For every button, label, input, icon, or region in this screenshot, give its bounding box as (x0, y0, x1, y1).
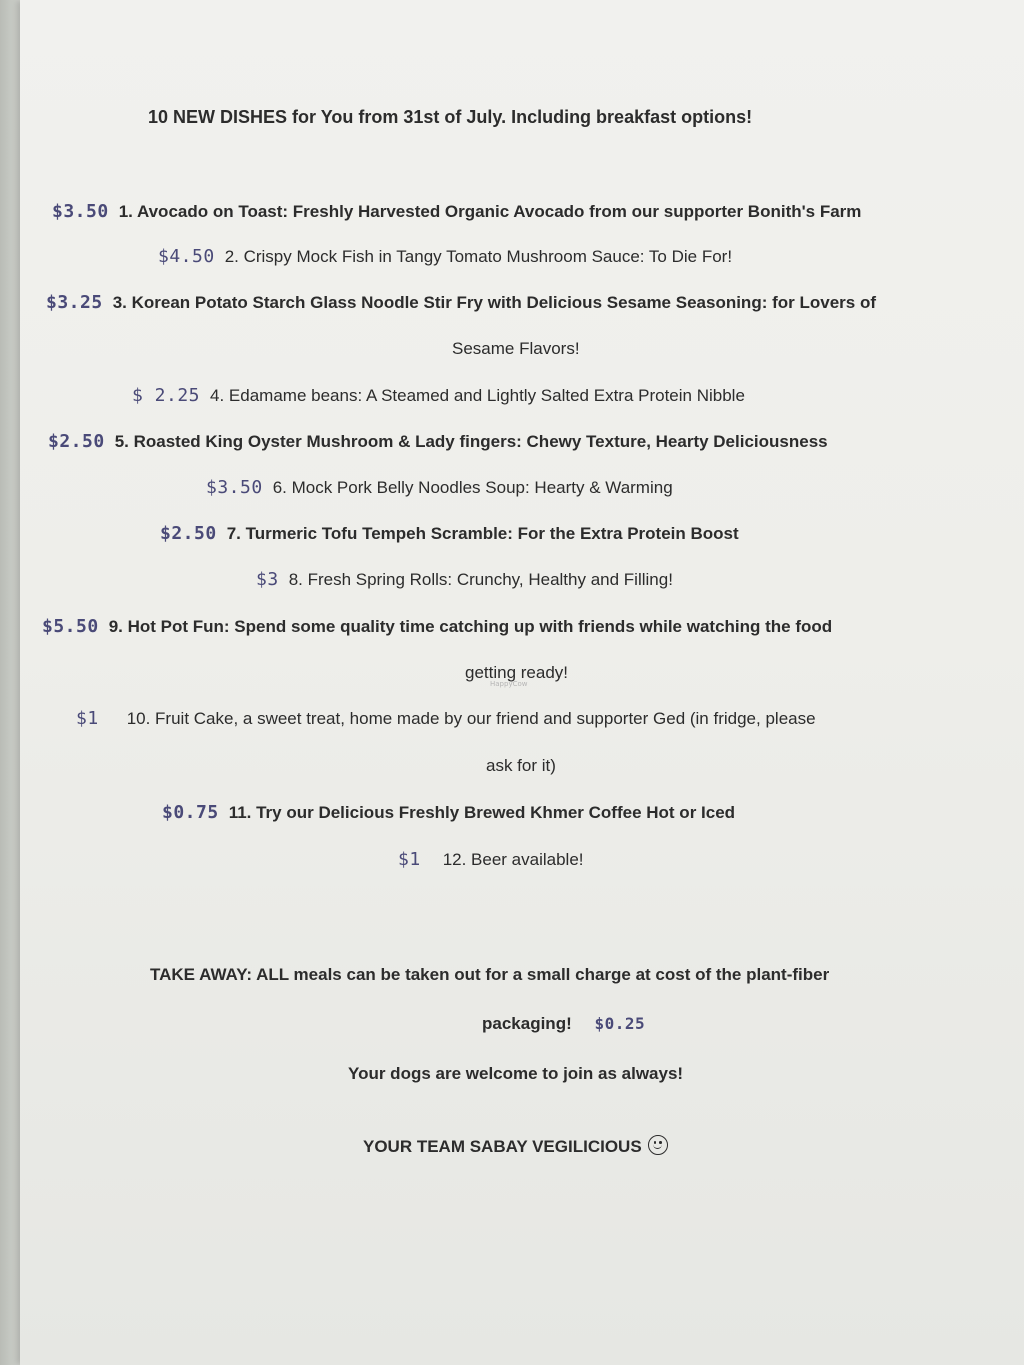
price-tag: $5.50 (42, 616, 99, 637)
item-text: 2. Crispy Mock Fish in Tangy Tomato Mushroom Sauce: To Die For! (224, 247, 733, 266)
takeaway-packaging: packaging! (482, 1014, 572, 1033)
price-tag: $3.25 (46, 292, 103, 313)
item-text: 3. Korean Potato Starch Glass Noodle Stir Fry with Delicious Sesame Seasoning: for Lovers of (112, 293, 876, 312)
price-tag: $3.50 (206, 477, 263, 498)
price-tag: $2.50 (48, 431, 105, 452)
item-text: 4. Edamame beans: A Steamed and Lightly Salted Extra Protein Nibble (210, 386, 745, 405)
item-text: 5. Roasted King Oyster Mushroom & Lady fingers: Chewy Texture, Hearty Deliciousness (114, 432, 828, 451)
happycow-watermark: HappyCow (490, 680, 528, 688)
item-text: 12. Beer available! (442, 850, 584, 869)
menu-item-11 (162, 802, 735, 824)
dogs-welcome-note: Your dogs are welcome to join as always! (348, 1064, 684, 1083)
menu-item-9 (42, 616, 832, 638)
menu-heading: 10 NEW DISHES for You from 31st of July. Including breakfast options! (148, 107, 753, 127)
takeaway-note: TAKE AWAY: ALL meals can be taken out for a small charge at cost of the plant-fiber (150, 965, 830, 984)
packaging-price-tag: $0.25 (594, 1014, 646, 1033)
menu-sheet (20, 0, 1024, 1365)
menu-item-2 (158, 246, 732, 268)
menu-item-8 (256, 569, 673, 591)
menu-item-5 (48, 431, 828, 453)
price-tag: $ 2.25 (132, 385, 201, 406)
price-tag: $1 (76, 708, 99, 729)
menu-item-10 (76, 708, 816, 730)
takeaway-note-continued (482, 1013, 655, 1035)
menu-item-9-continued: getting ready! (465, 663, 569, 682)
menu-item-7 (160, 523, 739, 545)
menu-item-6 (206, 477, 673, 499)
team-name: YOUR TEAM SABAY VEGILICIOUS (363, 1137, 642, 1156)
item-text: 7. Turmeric Tofu Tempeh Scramble: For the Extra Protein Boost (226, 524, 739, 543)
price-tag: $3 (256, 569, 279, 590)
price-tag: $4.50 (158, 246, 215, 267)
smiley-icon (648, 1135, 668, 1155)
menu-item-1 (52, 201, 861, 223)
menu-item-3 (46, 292, 876, 314)
menu-item-4 (132, 385, 745, 407)
menu-item-10-continued: ask for it) (486, 756, 556, 775)
item-text: 8. Fresh Spring Rolls: Crunchy, Healthy and Filling! (288, 570, 673, 589)
menu-item-3-continued: Sesame Flavors! (452, 339, 580, 358)
menu-item-12 (398, 849, 584, 871)
item-text: 9. Hot Pot Fun: Spend some quality time catching up with friends while watching the food (108, 617, 833, 636)
signoff (363, 1135, 668, 1158)
item-text: 11. Try our Delicious Freshly Brewed Khmer Coffee Hot or Iced (228, 803, 736, 822)
price-tag: $2.50 (160, 523, 217, 544)
price-tag: $3.50 (52, 201, 109, 222)
item-text: 10. Fruit Cake, a sweet treat, home made by our friend and supporter Ged (in fridge, please (126, 709, 816, 728)
price-tag: $0.75 (162, 802, 219, 823)
item-text: 6. Mock Pork Belly Noodles Soup: Hearty & Warming (272, 478, 673, 497)
item-text: 1. Avocado on Toast: Freshly Harvested Organic Avocado from our supporter Bonith's Farm (118, 202, 862, 221)
price-tag: $1 (398, 849, 421, 870)
